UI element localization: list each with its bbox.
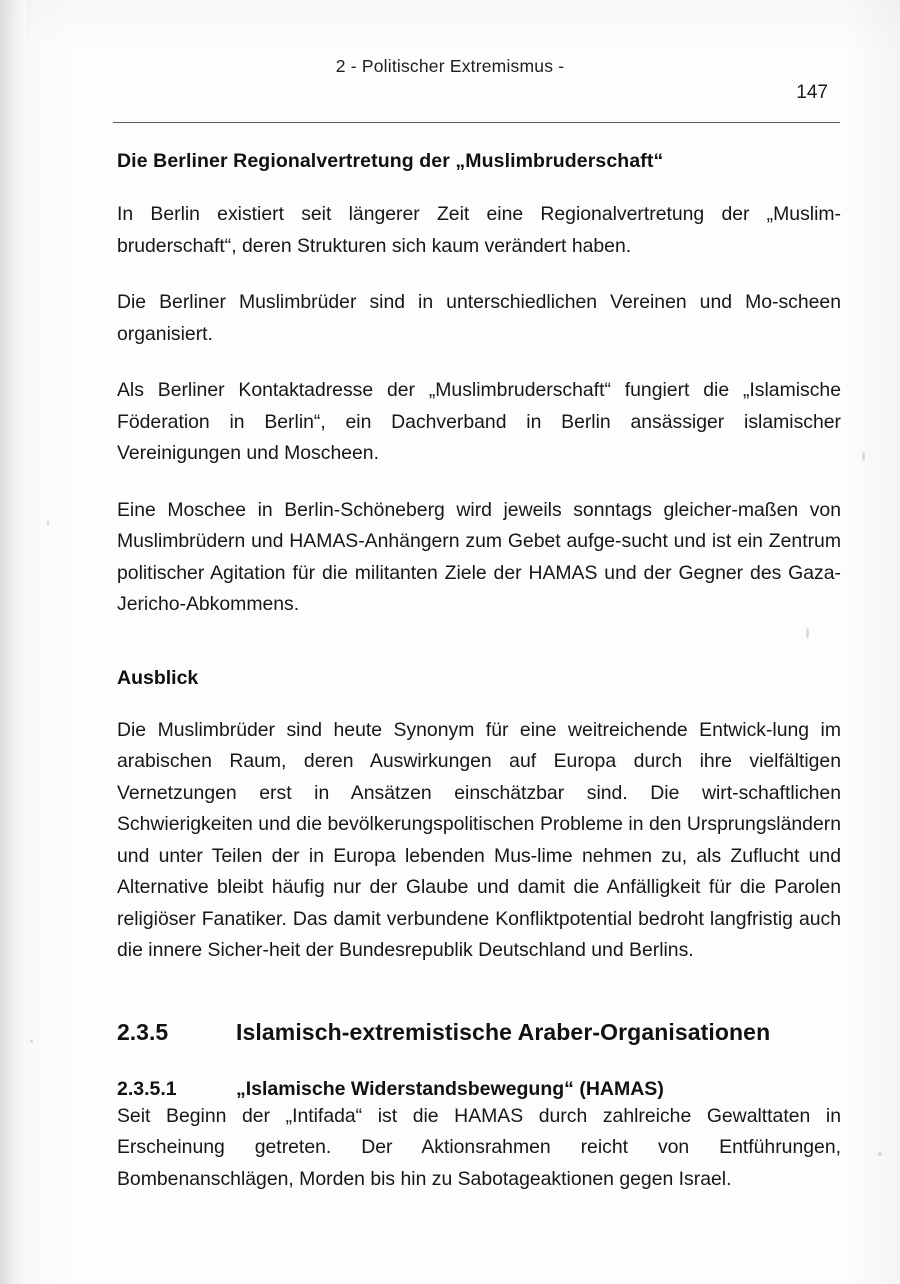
running-head: 2 - Politischer Extremismus - [335, 56, 565, 76]
section-number: 2.3.5 [117, 1018, 169, 1045]
paragraph: Als Berliner Kontaktadresse der „Muslimbruderschaft“ fungiert die „Islamische Föderation in Berlin“, ein Dachverband in Berlin ansässiger islamischer Vereinigungen und Moscheen. [117, 379, 841, 464]
subsection-title: „Islamische Widerstandsbewegung“ (HAMAS) [236, 1077, 664, 1100]
subsection-heading [117, 1078, 841, 1101]
paragraph: Eine Moschee in Berlin-Schöneberg wird jeweils sonntags gleicher-maßen von Muslimbrüdern und HAMAS-Anhängern zum Gebet aufge-sucht und ist ein Zentrum politischer Agitation für die militanten Ziele der HAMAS und der Gegner des Gaza-Jericho-Abkommens. [117, 498, 841, 615]
heading-ausblick: Ausblick [117, 666, 199, 689]
section-title: Islamisch-extremistische Araber-Organisationen [236, 1018, 771, 1045]
text-column [117, 150, 841, 1220]
subsection-number: 2.3.5.1 [117, 1077, 177, 1100]
paragraph: In Berlin existiert seit längerer Zeit eine Regionalvertretung der „Muslim-bruderschaft“, deren Strukturen sich kaum verändert haben. [117, 203, 841, 257]
section-heading [117, 1019, 841, 1046]
header-rule [113, 122, 840, 123]
heading-regionalvertretung: Die Berliner Regionalvertretung der „Muslimbruderschaft“ [117, 150, 664, 172]
page-number: 147 [796, 82, 828, 103]
paragraph: Die Berliner Muslimbrüder sind in unterschiedlichen Vereinen und Mo-scheen organisiert. [117, 291, 841, 345]
paragraph-ausblick: Die Muslimbrüder sind heute Synonym für eine weitreichende Entwick-lung im arabischen Raum, deren Auswirkungen auf Europa durch ihre vielfältigen Vernetzungen erst in Ansätzen einschätzbar sind. Die wirt-schaftlichen Schwierigkeiten und die bevölkerungspolitischen Probleme in den Ursprungsländern und unter Teilen der in Europa lebenden Mus-lime nehmen zu, als Zuflucht und Alternative bleibt häufig nur der Glaube und damit die Anfälligkeit für die Parolen religiöser Fanatiker. Das damit verbundene Konfliktpotential bedroht langfristig auch die innere Sicher-heit der Bundesrepublik Deutschland und Berlins. [117, 718, 841, 961]
paragraph-hamas: Seit Beginn der „Intifada“ ist die HAMAS durch zahlreiche Gewalttaten in Erscheinung getreten. Der Aktionsrahmen reicht von Entführungen, Bombenanschlägen, Morden bis hin zu Sabotageaktionen gegen Israel. [117, 1104, 841, 1190]
